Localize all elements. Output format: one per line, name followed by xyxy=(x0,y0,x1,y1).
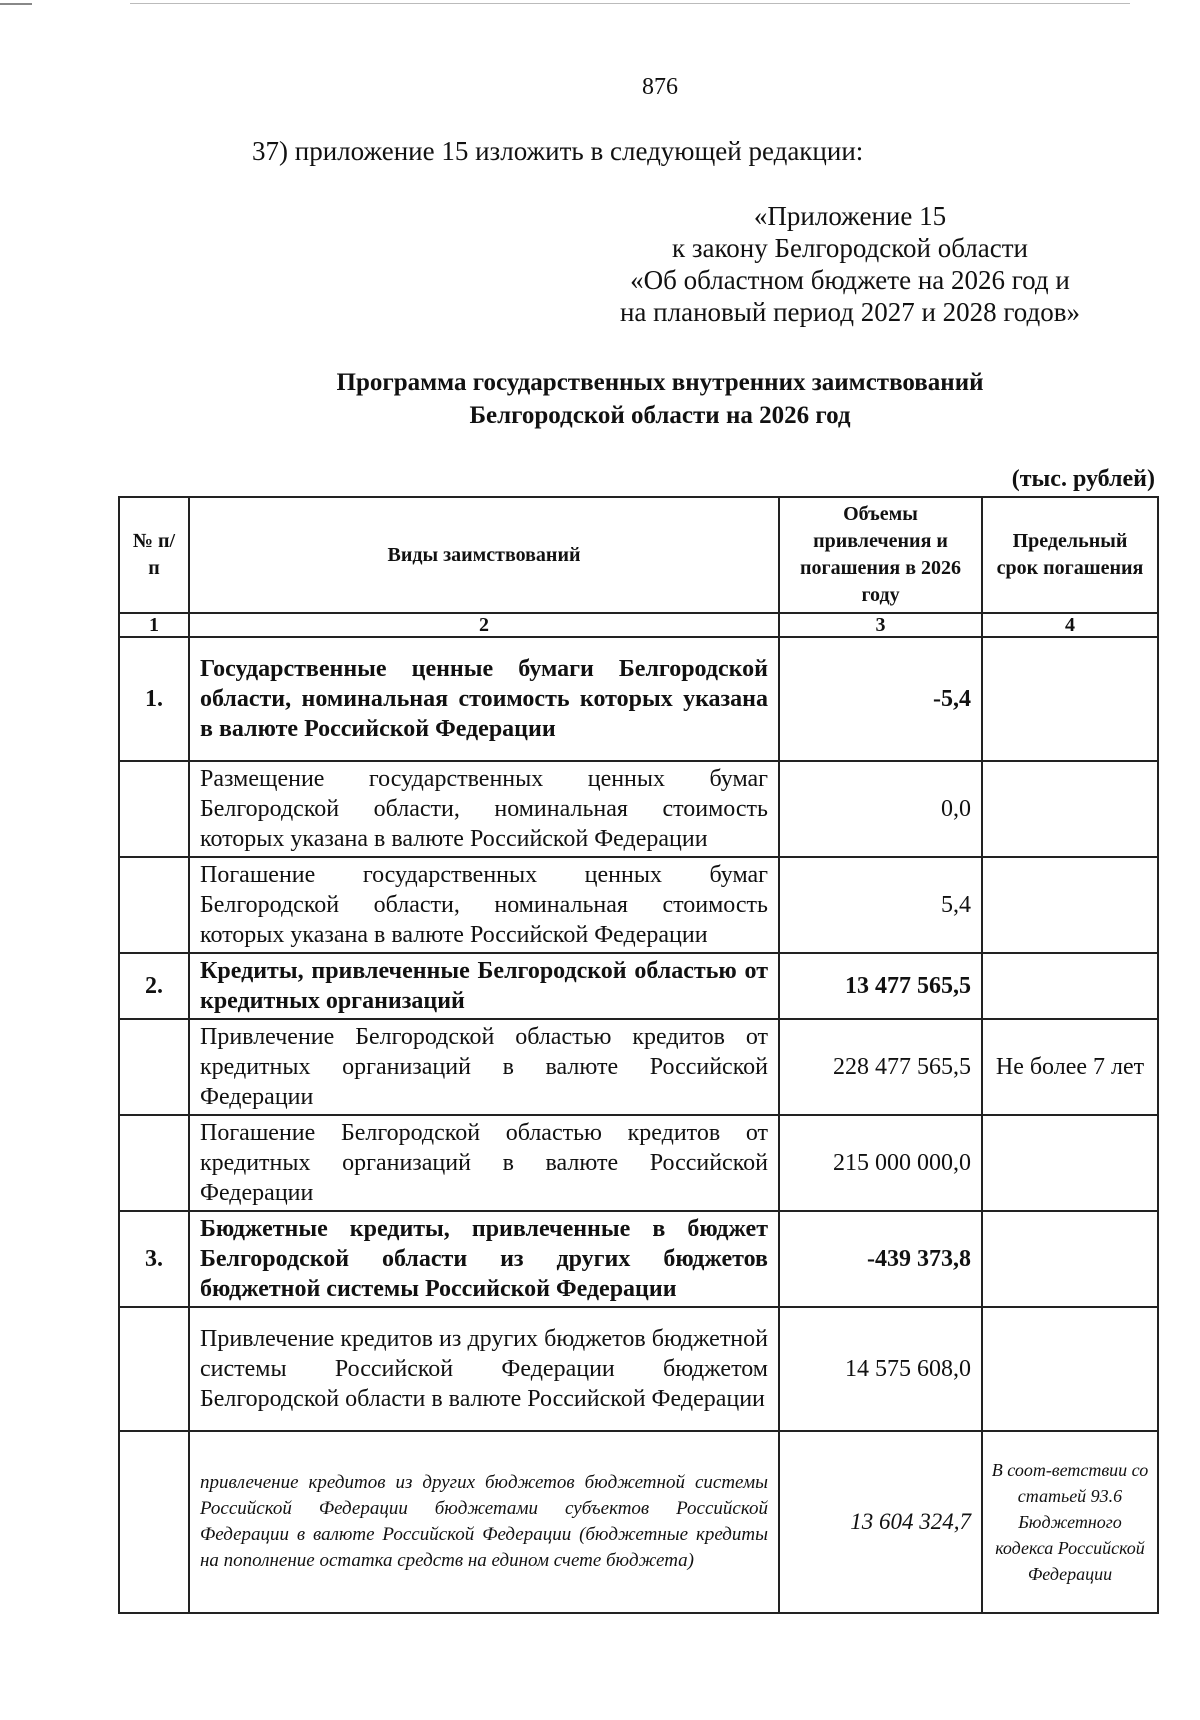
appendix-note-line: на плановый период 2027 и 2028 годов» xyxy=(619,297,1081,327)
row-number xyxy=(119,761,189,857)
table-row xyxy=(119,857,1158,953)
table-row xyxy=(119,761,1158,857)
header-borrowing-type: Виды заимствований xyxy=(189,497,779,613)
row-term xyxy=(982,1115,1158,1211)
row-number xyxy=(119,1307,189,1431)
row-description: Кредиты, привлеченные Белгородской областью от кредитных организаций xyxy=(189,953,779,1019)
document-title xyxy=(0,366,1200,432)
column-number: 2 xyxy=(189,613,779,637)
borrowing-program-table xyxy=(118,496,1159,1614)
row-term xyxy=(982,1307,1158,1431)
row-amount: 0,0 xyxy=(779,761,982,857)
row-number: 2. xyxy=(119,953,189,1019)
column-number: 4 xyxy=(982,613,1158,637)
row-amount: -5,4 xyxy=(779,637,982,761)
row-description: Погашение Белгородской областью кредитов от кредитных организаций в валюте Российской Федерации xyxy=(189,1115,779,1211)
appendix-note-line: «Об областном бюджете на 2026 год и xyxy=(630,265,1070,295)
page-number: 876 xyxy=(642,74,678,100)
row-amount: 13 477 565,5 xyxy=(779,953,982,1019)
header-no: № п/п xyxy=(119,497,189,613)
row-description: Бюджетные кредиты, привлеченные в бюджет Белгородской области из других бюджетов бюджетной системы Российской Федерации xyxy=(189,1211,779,1307)
table-row xyxy=(119,1115,1158,1211)
title-line: Программа государственных внутренних заимствований xyxy=(336,369,984,396)
row-term: В соот-ветствии со статьей 93.6 Бюджетного кодекса Российской Федерации xyxy=(982,1431,1158,1613)
table-row xyxy=(119,1431,1158,1613)
row-description: Размещение государственных ценных бумаг Белгородской области, номинальная стоимость которых указана в валюте Российской Федерации xyxy=(189,761,779,857)
scan-edge-line xyxy=(130,3,1130,4)
row-description: Погашение государственных ценных бумаг Белгородской области, номинальная стоимость которых указана в валюте Российской Федерации xyxy=(189,857,779,953)
appendix-note-line: к закону Белгородской области xyxy=(672,233,1028,263)
amendment-intro: 37) приложение 15 изложить в следующей редакции: xyxy=(252,136,864,166)
row-amount: -439 373,8 xyxy=(779,1211,982,1307)
row-description: Привлечение Белгородской областью кредитов от кредитных организаций в валюте Российской Федерации xyxy=(189,1019,779,1115)
row-number xyxy=(119,1115,189,1211)
row-amount: 14 575 608,0 xyxy=(779,1307,982,1431)
row-description: Государственные ценные бумаги Белгородской области, номинальная стоимость которых указана в валюте Российской Федерации xyxy=(189,637,779,761)
column-number: 1 xyxy=(119,613,189,637)
row-term xyxy=(982,637,1158,761)
row-term xyxy=(982,761,1158,857)
row-number: 1. xyxy=(119,637,189,761)
row-description: привлечение кредитов из других бюджетов бюджетной системы Российской Федерации бюджетами субъектов Российской Федерации в валюте Российской Федерации (бюджетные кредиты на пополнение остатка средств на едином счете бюджета) xyxy=(189,1431,779,1613)
row-amount: 13 604 324,7 xyxy=(779,1431,982,1613)
column-number-row xyxy=(119,613,1158,637)
scan-edge-mark xyxy=(0,3,32,5)
table-row xyxy=(119,1211,1158,1307)
row-amount: 5,4 xyxy=(779,857,982,953)
column-number: 3 xyxy=(779,613,982,637)
appendix-note-line: «Приложение 15 xyxy=(753,201,947,231)
table-row xyxy=(119,1307,1158,1431)
row-amount: 215 000 000,0 xyxy=(779,1115,982,1211)
table-row xyxy=(119,1019,1158,1115)
header-term: Предельный срок погашения xyxy=(982,497,1158,613)
row-number xyxy=(119,857,189,953)
row-description: Привлечение кредитов из других бюджетов бюджетной системы Российской Федерации бюджетом Белгородской области в валюте Российской Федерации xyxy=(189,1307,779,1431)
row-term xyxy=(982,1211,1158,1307)
row-term xyxy=(982,857,1158,953)
row-number: 3. xyxy=(119,1211,189,1307)
header-row xyxy=(119,497,1158,613)
header-amount: Объемы привлечения и погашения в 2026 году xyxy=(779,497,982,613)
row-term xyxy=(982,953,1158,1019)
row-term: Не более 7 лет xyxy=(982,1019,1158,1115)
table-row xyxy=(119,637,1158,761)
appendix-note xyxy=(600,200,1100,328)
units-label: (тыс. рублей) xyxy=(1011,466,1155,492)
row-amount: 228 477 565,5 xyxy=(779,1019,982,1115)
row-number xyxy=(119,1431,189,1613)
row-number xyxy=(119,1019,189,1115)
title-line: Белгородской области на 2026 год xyxy=(469,402,851,429)
table-row xyxy=(119,953,1158,1019)
